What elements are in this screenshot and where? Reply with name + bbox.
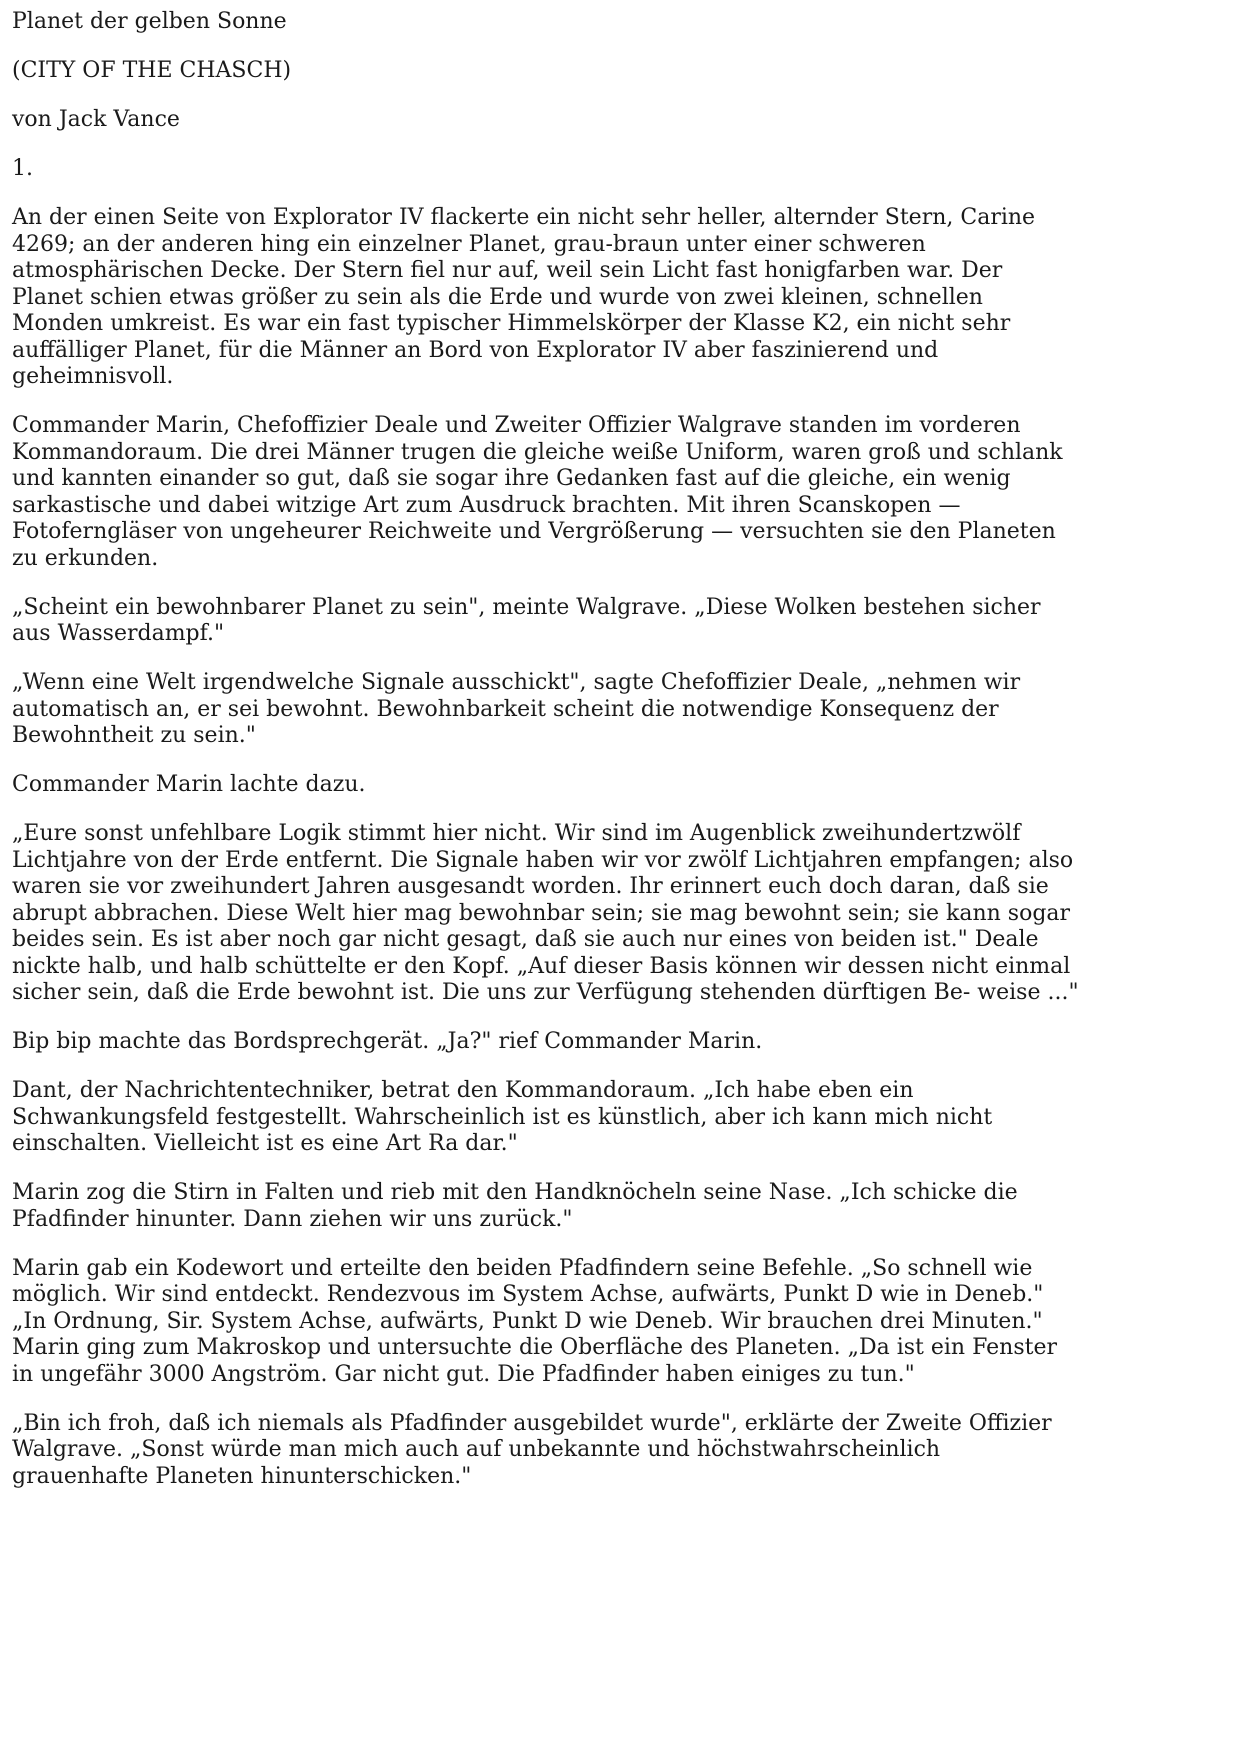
text-line: atmosphärischen Decke. Der Stern fiel nur auf, weil sein Licht fast honigfarben war. Der <box>12 258 1003 283</box>
text-line: An der einen Seite von Explorator IV flackerte ein nicht sehr heller, alternder Stern, Carine <box>12 205 1036 230</box>
text-line: Planet schien etwas größer zu sein als die Erde und wurde von zwei kleinen, schnellen <box>12 284 983 310</box>
text-line: Commander Marin, Chefoffizier Deale und Zweiter Offizier Walgrave standen im vorderen <box>12 413 1021 438</box>
paragraph <box>12 821 1234 1007</box>
text-line: sarkastische und dabei witzige Art zum Ausdruck brachten. Mit ihren Scanskopen — <box>12 492 961 518</box>
text-line: Marin gab ein Kodewort und erteilte den beiden Pfadfindern seine Befehle. „So schnell wie <box>12 1255 1033 1281</box>
text-line: „Eure sonst unfehlbare Logik stimmt hier nicht. Wir sind im Augenblick zweihundertzwölf <box>12 821 1021 846</box>
book-title: Planet der gelben Sonne <box>12 9 287 34</box>
text-line: „Bin ich froh, daß ich niemals als Pfadfinder ausgebildet wurde", erklärte der Zweite Offizier <box>12 1410 1052 1436</box>
text-line: Walgrave. „Sonst würde man mich auch auf unbekannte und höchstwahrscheinlich <box>12 1437 941 1462</box>
text-line: Lichtjahre von der Erde entfernt. Die Signale haben wir vor zwölf Lichtjahren empfangen; also <box>12 847 1074 873</box>
text-line: automatisch an, er sei bewohnt. Bewohnbarkeit scheint die notwendige Konsequenz der <box>12 696 999 722</box>
text-line: und kannten einander so gut, daß sie sogar ihre Gedanken fast auf die gleiche, ein wenig <box>12 466 1011 491</box>
text-line: „Wenn eine Welt irgendwelche Signale ausschickt", sagte Chefoffizier Deale, „nehmen wir <box>12 670 1021 695</box>
text-line: nickte halb, und halb schüttelte er den Kopf. „Auf dieser Basis können wir dessen nicht einmal <box>12 953 1071 979</box>
paragraph <box>12 1029 1234 1056</box>
document-page <box>12 9 1234 1513</box>
paragraph <box>12 670 1234 750</box>
body-text <box>12 205 1234 1490</box>
paragraph <box>12 1180 1234 1233</box>
text-line: geheimnisvoll. <box>12 364 174 389</box>
text-line: Schwankungsfeld festgestellt. Wahrscheinlich ist es künstlich, aber ich kann mich nicht <box>12 1104 993 1130</box>
text-line: Marin zog die Stirn in Falten und rieb mit den Handknöcheln seine Nase. „Ich schicke die <box>12 1180 1018 1205</box>
text-line: abrupt abbrachen. Diese Welt hier mag bewohnbar sein; sie mag bewohnt sein; sie kann sogar <box>12 900 1071 926</box>
paragraph <box>12 413 1234 572</box>
chapter-number: 1. <box>12 156 33 181</box>
text-line: „In Ordnung, Sir. System Achse, aufwärts, Punkt D wie Deneb. Wir brauchen drei Minuten." <box>12 1308 1043 1334</box>
text-line: Dant, der Nachrichtentechniker, betrat den Kommandoraum. „Ich habe eben ein <box>12 1078 914 1103</box>
author-line: von Jack Vance <box>12 107 180 132</box>
text-line: sicher sein, daß die Erde bewohnt ist. Die uns zur Verfügung stehenden dürftigen Be- weise ..." <box>12 980 1079 1005</box>
text-line: Commander Marin lachte dazu. <box>12 772 366 797</box>
paragraph <box>12 595 1234 648</box>
paragraph <box>12 1256 1234 1389</box>
text-line: möglich. Wir sind entdeckt. Rendezvous im System Achse, aufwärts, Punkt D wie in Deneb." <box>12 1282 1044 1307</box>
text-line: aus Wasserdampf." <box>12 621 225 646</box>
text-line: Marin ging zum Makroskop und untersuchte die Oberfläche des Planeten. „Da ist ein Fenster <box>12 1335 1058 1360</box>
text-line: Bewohntheit zu sein." <box>12 723 256 748</box>
paragraph <box>12 205 1234 391</box>
paragraph <box>12 1078 1234 1158</box>
text-line: beides sein. Es ist aber noch gar nicht gesagt, daß sie auch nur eines von beiden ist." Deale <box>12 927 1039 952</box>
original-title: (CITY OF THE CHASCH) <box>12 58 292 83</box>
text-line: 4269; an der anderen hing ein einzelner Planet, grau-braun unter einer schweren <box>12 231 926 257</box>
text-line: Pfadfinder hinunter. Dann ziehen wir uns zurück." <box>12 1206 573 1232</box>
paragraph <box>12 772 1234 799</box>
text-line: Kommandoraum. Die drei Männer trugen die gleiche weiße Uniform, waren groß und schlank <box>12 439 1063 465</box>
text-line: grauenhafte Planeten hinunterschicken." <box>12 1463 472 1489</box>
text-line: einschalten. Vielleicht ist es eine Art Ra dar." <box>12 1131 518 1156</box>
text-line: in ungefähr 3000 Angström. Gar nicht gut. Die Pfadfinder haben einiges zu tun." <box>12 1361 915 1387</box>
paragraph <box>12 1411 1234 1491</box>
text-line: waren sie vor zweihundert Jahren ausgesandt worden. Ihr erinnert euch doch daran, daß sie <box>12 874 1049 899</box>
text-line: Bip bip machte das Bordsprechgerät. „Ja?" rief Commander Marin. <box>12 1029 763 1054</box>
text-line: Monden umkreist. Es war ein fast typischer Himmelskörper der Klasse K2, ein nicht sehr <box>12 311 1011 336</box>
text-line: zu erkunden. <box>12 545 159 571</box>
text-line: „Scheint ein bewohnbarer Planet zu sein", meinte Walgrave. „Diese Wolken bestehen sicher <box>12 594 1041 620</box>
text-line: Fotoferngläser von ungeheurer Reichweite und Vergrößerung — versuchten sie den Planeten <box>12 519 1056 544</box>
text-line: auffälliger Planet, für die Männer an Bord von Explorator IV aber faszinierend und <box>12 337 939 363</box>
